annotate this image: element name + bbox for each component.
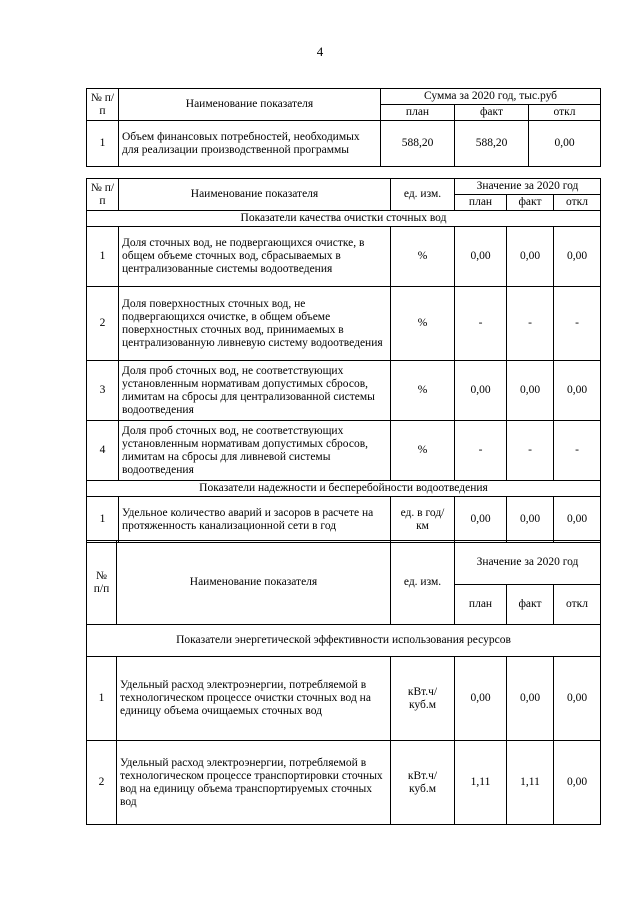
row-name: Удельный расход электроэнергии, потребляемой в технологическом процессе очистки сточных вод на единицу объема очищаемых сточных вод — [117, 657, 391, 741]
header-unit: ед. изм. — [391, 541, 455, 625]
header-fact: факт — [507, 585, 554, 625]
header-fact: факт — [455, 105, 529, 121]
row-name: Доля проб сточных вод, не соответствующих установленным нормативам допустимых сбросов, лимитам на сбросы для ливневой системы водоотведения — [119, 421, 391, 481]
row-name: Объем финансовых потребностей, необходимых для реализации производственной программы — [119, 121, 381, 167]
table-row — [87, 287, 601, 361]
row-num: 1 — [87, 657, 117, 741]
header-sum: Сумма за 2020 год, тыс.руб — [381, 89, 601, 105]
header-unit: ед. изм. — [391, 179, 455, 211]
row-fact: - — [507, 421, 554, 481]
row-unit: ед. в год/ км — [391, 497, 455, 543]
financial-needs-table — [86, 88, 601, 167]
row-dev: 0,00 — [554, 657, 601, 741]
row-num: 1 — [87, 121, 119, 167]
row-fact: 0,00 — [507, 361, 554, 421]
header-plan: план — [455, 195, 507, 211]
header-plan: план — [455, 585, 507, 625]
row-fact: 0,00 — [507, 497, 554, 543]
row-fact: - — [507, 287, 554, 361]
row-fact: 1,11 — [507, 741, 554, 825]
row-dev: - — [554, 287, 601, 361]
row-plan: 588,20 — [381, 121, 455, 167]
header-plan: план — [381, 105, 455, 121]
header-num: № п/п — [87, 89, 119, 121]
header-value: Значение за 2020 год — [455, 179, 601, 195]
row-unit: кВт.ч/ куб.м — [391, 741, 455, 825]
row-num: 1 — [87, 227, 119, 287]
table-row — [87, 657, 601, 741]
row-fact: 0,00 — [507, 227, 554, 287]
header-dev: откл — [554, 195, 601, 211]
row-dev: 0,00 — [554, 497, 601, 543]
row-num: 4 — [87, 421, 119, 481]
row-num: 3 — [87, 361, 119, 421]
header-dev: откл — [529, 105, 601, 121]
row-plan: 0,00 — [455, 497, 507, 543]
row-dev: 0,00 — [554, 361, 601, 421]
row-dev: 0,00 — [554, 227, 601, 287]
row-dev: 0,00 — [554, 741, 601, 825]
energy-efficiency-table — [86, 540, 601, 825]
row-unit: % — [391, 421, 455, 481]
table-row — [87, 421, 601, 481]
row-name: Удельное количество аварий и засоров в расчете на протяженность канализационной сети в год — [119, 497, 391, 543]
row-fact: 0,00 — [507, 657, 554, 741]
row-plan: 0,00 — [455, 227, 507, 287]
row-name: Доля сточных вод, не подвергающихся очистке, в общем объеме сточных вод, сбрасываемых в централизованные системы водоотведения — [119, 227, 391, 287]
section-title: Показатели энергетической эффективности использования ресурсов — [87, 625, 601, 657]
row-fact: 588,20 — [455, 121, 529, 167]
row-dev: 0,00 — [529, 121, 601, 167]
row-name: Удельный расход электроэнергии, потребляемой в технологическом процессе транспортировки сточных вод на единицу объема транспортируемых сточных вод — [117, 741, 391, 825]
table-row — [87, 361, 601, 421]
row-name: Доля проб сточных вод, не соответствующих установленным нормативам допустимых сбросов, лимитам на сбросы для централизованной системы водоотведения — [119, 361, 391, 421]
row-plan: - — [455, 287, 507, 361]
row-plan: 0,00 — [455, 361, 507, 421]
table-row — [87, 121, 601, 167]
table-row — [87, 741, 601, 825]
page-number: 4 — [316, 44, 324, 59]
row-unit: % — [391, 361, 455, 421]
header-dev: откл — [554, 585, 601, 625]
row-unit: % — [391, 287, 455, 361]
section-title: Показатели надежности и бесперебойности водоотведения — [87, 481, 601, 497]
header-name: Наименование показателя — [119, 179, 391, 211]
row-plan: 1,11 — [455, 741, 507, 825]
row-num: 2 — [87, 741, 117, 825]
header-name: Наименование показателя — [119, 89, 381, 121]
header-num: № п/п — [87, 179, 119, 211]
row-plan: 0,00 — [455, 657, 507, 741]
row-unit: кВт.ч/ куб.м — [391, 657, 455, 741]
table-row — [87, 497, 601, 543]
row-num: 1 — [87, 497, 119, 543]
row-dev: - — [554, 421, 601, 481]
header-num: № п/п — [87, 541, 117, 625]
header-value: Значение за 2020 год — [455, 541, 601, 585]
row-plan: - — [455, 421, 507, 481]
section-title: Показатели качества очистки сточных вод — [87, 211, 601, 227]
indicators-table — [86, 178, 601, 543]
header-fact: факт — [507, 195, 554, 211]
row-unit: % — [391, 227, 455, 287]
row-num: 2 — [87, 287, 119, 361]
row-name: Доля поверхностных сточных вод, не подвергающихся очистке, в общем объеме поверхностных сточных вод, принимаемых в централизованную ливневую систему водоотведения — [119, 287, 391, 361]
header-name: Наименование показателя — [117, 541, 391, 625]
table-row — [87, 227, 601, 287]
